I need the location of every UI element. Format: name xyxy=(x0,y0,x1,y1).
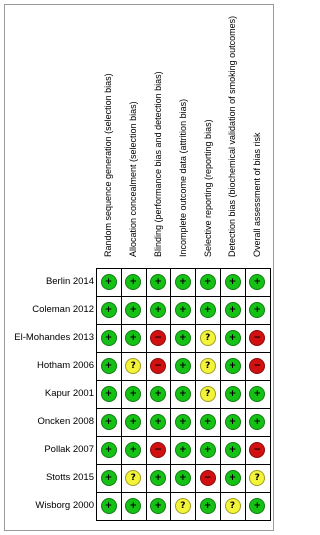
rating-cell xyxy=(171,382,196,407)
rating-unclear-icon: ? xyxy=(200,358,216,374)
rating-unclear-icon: ? xyxy=(200,386,216,402)
rating-low-icon: + xyxy=(200,442,216,458)
rating-cell xyxy=(221,466,246,491)
rating-low-icon: + xyxy=(249,498,265,514)
rating-low-icon: + xyxy=(150,302,166,318)
column-header xyxy=(96,2,121,267)
rating-low-icon: + xyxy=(175,302,191,318)
rating-unclear-icon: ? xyxy=(200,330,216,346)
rating-cell xyxy=(245,298,270,323)
column-header-label: Incomplete outcome data (attrition bias) xyxy=(177,98,188,257)
rating-unclear-icon: ? xyxy=(175,498,191,514)
column-header-label: Blinding (performance bias and detection bias) xyxy=(152,71,163,257)
rating-low-icon: + xyxy=(101,470,117,486)
rating-low-icon: + xyxy=(150,414,166,430)
rating-cell xyxy=(146,382,171,407)
column-header xyxy=(170,2,195,267)
rating-cell xyxy=(196,382,221,407)
rating-cell xyxy=(171,326,196,351)
rating-cell xyxy=(97,354,122,379)
rating-high-icon: − xyxy=(150,330,166,346)
rating-unclear-icon: ? xyxy=(125,358,141,374)
rating-low-icon: + xyxy=(175,330,191,346)
rating-low-icon: + xyxy=(225,386,241,402)
rating-cell xyxy=(196,494,221,519)
rating-cell xyxy=(196,326,221,351)
study-label: Stotts 2015 xyxy=(45,472,94,483)
rating-unclear-icon: ? xyxy=(125,470,141,486)
rating-cell xyxy=(171,298,196,323)
rating-cell xyxy=(221,326,246,351)
rating-cell xyxy=(245,410,270,435)
rating-low-icon: + xyxy=(125,442,141,458)
rating-cell xyxy=(121,270,146,295)
rating-high-icon: − xyxy=(249,330,265,346)
rating-cell xyxy=(97,438,122,463)
rating-low-icon: + xyxy=(125,498,141,514)
rating-cell xyxy=(196,410,221,435)
rating-low-icon: + xyxy=(200,498,216,514)
rating-cell xyxy=(121,438,146,463)
rating-low-icon: + xyxy=(101,442,117,458)
rating-cell xyxy=(146,326,171,351)
rating-unclear-icon: ? xyxy=(225,498,241,514)
column-header xyxy=(146,2,171,267)
rating-low-icon: + xyxy=(125,330,141,346)
rating-cell xyxy=(97,382,122,407)
rating-cell xyxy=(146,270,171,295)
column-header xyxy=(121,2,146,267)
rating-low-icon: + xyxy=(249,274,265,290)
rating-low-icon: + xyxy=(101,330,117,346)
rating-cell xyxy=(171,354,196,379)
rating-cell xyxy=(121,382,146,407)
rating-high-icon: − xyxy=(249,442,265,458)
column-header xyxy=(220,2,245,267)
rating-cell xyxy=(146,298,171,323)
rating-cell xyxy=(196,270,221,295)
rating-cell xyxy=(121,354,146,379)
rating-low-icon: + xyxy=(225,302,241,318)
rating-cell xyxy=(245,438,270,463)
rating-cell xyxy=(146,494,171,519)
rating-cell xyxy=(245,466,270,491)
rating-low-icon: + xyxy=(225,274,241,290)
rating-cell xyxy=(245,354,270,379)
rating-low-icon: + xyxy=(225,330,241,346)
rating-cell xyxy=(146,410,171,435)
column-header xyxy=(195,2,220,267)
rating-cell xyxy=(221,354,246,379)
study-label: Hotham 2006 xyxy=(36,360,94,371)
rating-cell xyxy=(121,326,146,351)
rating-cell xyxy=(221,382,246,407)
rating-cell xyxy=(121,466,146,491)
rating-low-icon: + xyxy=(225,358,241,374)
rating-cell xyxy=(196,438,221,463)
rating-low-icon: + xyxy=(101,498,117,514)
rating-cell xyxy=(221,438,246,463)
rating-high-icon: − xyxy=(150,358,166,374)
risk-of-bias-grid xyxy=(96,268,270,524)
study-label: Coleman 2012 xyxy=(32,304,94,315)
rating-cell xyxy=(245,494,270,519)
rating-cell xyxy=(171,494,196,519)
rating-low-icon: + xyxy=(175,358,191,374)
rating-cell xyxy=(171,410,196,435)
rating-high-icon: − xyxy=(150,442,166,458)
rating-cell xyxy=(97,466,122,491)
rating-low-icon: + xyxy=(175,470,191,486)
rating-low-icon: + xyxy=(150,274,166,290)
rating-low-icon: + xyxy=(150,498,166,514)
study-label: Wisborg 2000 xyxy=(35,500,94,511)
study-label: Pollak 2007 xyxy=(44,444,94,455)
rating-low-icon: + xyxy=(249,302,265,318)
rating-low-icon: + xyxy=(225,442,241,458)
rating-low-icon: + xyxy=(150,386,166,402)
rating-cell xyxy=(97,326,122,351)
rating-low-icon: + xyxy=(101,358,117,374)
rating-low-icon: + xyxy=(175,414,191,430)
rating-cell xyxy=(196,466,221,491)
rating-low-icon: + xyxy=(225,414,241,430)
rating-cell xyxy=(97,410,122,435)
rating-low-icon: + xyxy=(249,414,265,430)
study-label: Kapur 2001 xyxy=(44,388,94,399)
rating-low-icon: + xyxy=(101,414,117,430)
study-label: Berlin 2014 xyxy=(45,276,94,287)
rating-cell xyxy=(171,466,196,491)
rating-high-icon: − xyxy=(200,470,216,486)
rating-low-icon: + xyxy=(150,470,166,486)
column-header-label: Allocation concealment (selection bias) xyxy=(128,101,139,257)
rating-cell xyxy=(196,298,221,323)
rating-low-icon: + xyxy=(175,386,191,402)
rating-high-icon: − xyxy=(249,358,265,374)
rating-low-icon: + xyxy=(125,274,141,290)
rating-cell xyxy=(121,410,146,435)
rating-cell xyxy=(221,270,246,295)
rating-low-icon: + xyxy=(101,386,117,402)
rating-cell xyxy=(146,466,171,491)
study-label: Oncken 2008 xyxy=(37,416,94,427)
rating-cell xyxy=(146,438,171,463)
study-label: El-Mohandes 2013 xyxy=(14,332,94,343)
rating-cell xyxy=(245,326,270,351)
rating-low-icon: + xyxy=(125,414,141,430)
rating-low-icon: + xyxy=(200,302,216,318)
rating-low-icon: + xyxy=(101,274,117,290)
column-header-label: Random sequence generation (selection bias) xyxy=(103,73,114,257)
rating-cell xyxy=(245,270,270,295)
rating-cell xyxy=(196,354,221,379)
rating-low-icon: + xyxy=(125,386,141,402)
column-header-label: Overall assessment of bias risk xyxy=(252,132,263,257)
rating-cell xyxy=(171,270,196,295)
rating-low-icon: + xyxy=(249,386,265,402)
rating-cell xyxy=(97,270,122,295)
rating-cell xyxy=(121,298,146,323)
rating-low-icon: + xyxy=(175,274,191,290)
rating-cell xyxy=(221,410,246,435)
rating-low-icon: + xyxy=(225,470,241,486)
column-header-label: Detection bias (biochemical validation of smoking outcomes) xyxy=(227,15,238,257)
rating-cell xyxy=(97,494,122,519)
rating-low-icon: + xyxy=(200,414,216,430)
rating-cell xyxy=(121,494,146,519)
rating-low-icon: + xyxy=(125,302,141,318)
column-header xyxy=(245,2,270,267)
rating-cell xyxy=(245,382,270,407)
rating-cell xyxy=(146,354,171,379)
rating-low-icon: + xyxy=(175,442,191,458)
rating-cell xyxy=(171,438,196,463)
rating-cell xyxy=(221,298,246,323)
grid-line-horizontal xyxy=(96,520,271,521)
rating-cell xyxy=(221,494,246,519)
column-header-label: Selective reporting (reporting bias) xyxy=(202,119,213,257)
rating-low-icon: + xyxy=(101,302,117,318)
rating-low-icon: + xyxy=(200,274,216,290)
rating-unclear-icon: ? xyxy=(249,470,265,486)
rating-cell xyxy=(97,298,122,323)
